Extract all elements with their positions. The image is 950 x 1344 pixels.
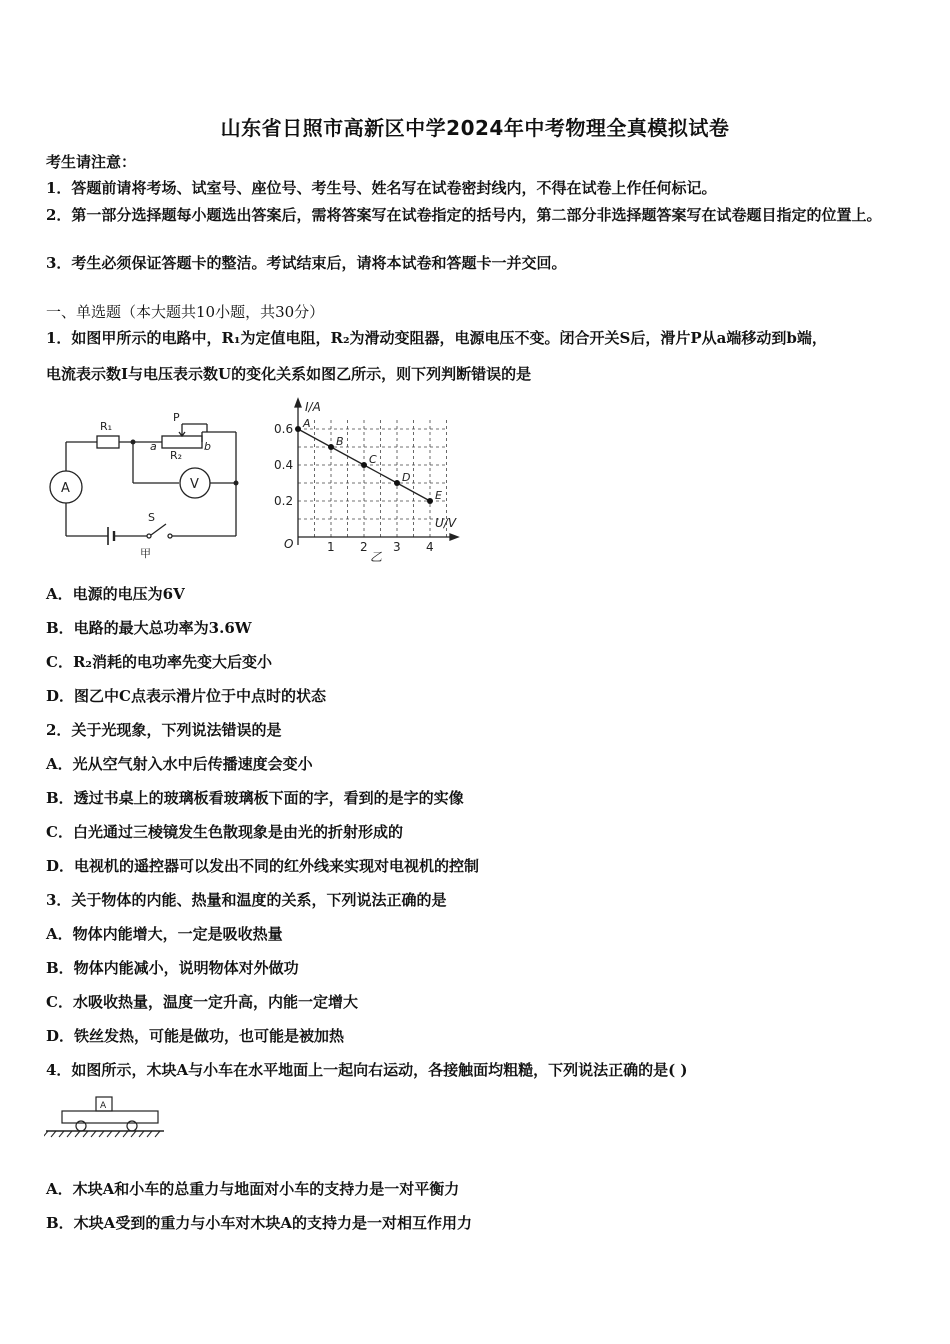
cart-diagram bbox=[44, 1094, 168, 1144]
q1-stem-line2: 电流表示数I与电压表示数U的变化关系如图乙所示，则下列判断错误的是 bbox=[46, 365, 532, 383]
circuit-diagram bbox=[42, 405, 252, 570]
data-point bbox=[361, 462, 367, 468]
q1-option-c: C．R₂消耗的电功率先变大后变小 bbox=[46, 653, 272, 671]
ground-hatch bbox=[123, 1131, 128, 1137]
q1-option-b: B．电路的最大总功率为3.6W bbox=[46, 619, 252, 637]
data-point bbox=[295, 426, 301, 432]
caption-yi: 乙 bbox=[370, 550, 383, 564]
resistor-r2 bbox=[162, 436, 202, 448]
q2-option-c: C．白光通过三棱镜发生色散现象是由光的折射形成的 bbox=[46, 823, 403, 841]
ground-hatch bbox=[99, 1131, 104, 1137]
q4-option-b: B．木块A受到的重力与小车对木块A的支持力是一对相互作用力 bbox=[46, 1214, 472, 1232]
notice-item-3: 3．考生必须保证答题卡的整洁。考试结束后，请将本试卷和答题卡一并交回。 bbox=[46, 254, 567, 272]
q1-option-a: A．电源的电压为6V bbox=[46, 585, 185, 603]
ground-hatch bbox=[44, 1131, 48, 1137]
x-axis-label: U/V bbox=[435, 516, 457, 530]
ground-hatch bbox=[51, 1131, 56, 1137]
label-p: P bbox=[173, 411, 180, 424]
data-point-label: D bbox=[402, 471, 411, 484]
section-heading: 一、单选题（本大题共10小题，共30分） bbox=[46, 303, 325, 321]
q2-stem: 2．关于光现象，下列说法错误的是 bbox=[46, 721, 282, 739]
caption-jia: 甲 bbox=[140, 547, 151, 560]
ground-hatch bbox=[67, 1131, 72, 1137]
label-ammeter: A bbox=[61, 481, 70, 496]
data-point bbox=[328, 444, 334, 450]
data-point-label: E bbox=[435, 489, 442, 502]
q2-option-d: D．电视机的遥控器可以发出不同的红外线来实现对电视机的控制 bbox=[46, 857, 480, 875]
ground-hatch bbox=[131, 1131, 136, 1137]
page-title: 山东省日照市高新区中学2024年中考物理全真模拟试卷 bbox=[220, 116, 730, 140]
y-axis-label: I/A bbox=[305, 400, 321, 414]
ground-hatch bbox=[75, 1131, 80, 1137]
ground-hatch bbox=[59, 1131, 64, 1137]
data-point-label: C bbox=[369, 453, 377, 466]
q1-option-d: D．图乙中C点表示滑片位于中点时的状态 bbox=[46, 687, 326, 705]
label-r1: R₁ bbox=[100, 420, 113, 433]
origin-label: O bbox=[284, 537, 294, 551]
q3-stem: 3．关于物体的内能、热量和温度的关系，下列说法正确的是 bbox=[46, 891, 447, 909]
ground-hatch bbox=[107, 1131, 112, 1137]
q2-option-a: A．光从空气射入水中后传播速度会变小 bbox=[46, 755, 313, 773]
notice-item-2: 2．第一部分选择题每小题选出答案后，需将答案写在试卷指定的括号内，第二部分非选择题答案写在试卷题目指定的位置上。 bbox=[46, 206, 882, 224]
data-point bbox=[394, 480, 400, 486]
y-tick-label: 0.2 bbox=[274, 494, 294, 508]
ground-hatch bbox=[139, 1131, 144, 1137]
data-point bbox=[427, 498, 433, 504]
label-block-a: A bbox=[100, 1101, 107, 1111]
q3-option-b: B．物体内能减小，说明物体对外做功 bbox=[46, 959, 299, 977]
label-switch: S bbox=[148, 511, 155, 524]
x-tick-label: 3 bbox=[393, 540, 401, 554]
q2-option-b: B．透过书桌上的玻璃板看玻璃板下面的字，看到的是字的实像 bbox=[46, 789, 464, 807]
ground-hatch bbox=[91, 1131, 96, 1137]
ground-hatch bbox=[83, 1131, 88, 1137]
ground-hatch bbox=[147, 1131, 152, 1137]
iu-chart bbox=[270, 395, 470, 570]
resistor-r1 bbox=[97, 436, 119, 448]
label-b: b bbox=[204, 440, 211, 453]
ground-hatch bbox=[115, 1131, 120, 1137]
ground-hatch bbox=[155, 1131, 160, 1137]
x-tick-label: 4 bbox=[426, 540, 434, 554]
label-a: a bbox=[150, 440, 157, 453]
cart-body bbox=[62, 1111, 158, 1123]
q3-option-d: D．铁丝发热，可能是做功，也可能是被加热 bbox=[46, 1027, 345, 1045]
q4-option-a: A．木块A和小车的总重力与地面对小车的支持力是一对平衡力 bbox=[46, 1180, 460, 1198]
q4-stem: 4．如图所示，木块A与小车在水平地面上一起向右运动，各接触面均粗糙，下列说法正确的是( ) bbox=[46, 1061, 688, 1079]
notice-heading: 考生请注意： bbox=[46, 153, 137, 171]
y-tick-label: 0.6 bbox=[274, 422, 294, 436]
data-point-label: B bbox=[336, 435, 344, 448]
notice-item-1: 1．答题前请将考场、试室号、座位号、考生号、姓名写在试卷密封线内，不得在试卷上作任何标记。 bbox=[46, 179, 717, 197]
x-tick-label: 1 bbox=[327, 540, 335, 554]
q3-option-a: A．物体内能增大，一定是吸收热量 bbox=[46, 925, 283, 943]
data-point-label: A bbox=[303, 417, 311, 430]
label-r2: R₂ bbox=[170, 449, 183, 462]
y-tick-label: 0.4 bbox=[274, 458, 294, 472]
q3-option-c: C．水吸收热量，温度一定升高，内能一定增大 bbox=[46, 993, 358, 1011]
q1-stem-line1: 1．如图甲所示的电路中，R₁为定值电阻，R₂为滑动变阻器，电源电压不变。闭合开关S后，滑片P从a端移动到b端， bbox=[46, 329, 827, 347]
x-tick-label: 2 bbox=[360, 540, 368, 554]
label-voltmeter: V bbox=[190, 477, 199, 492]
